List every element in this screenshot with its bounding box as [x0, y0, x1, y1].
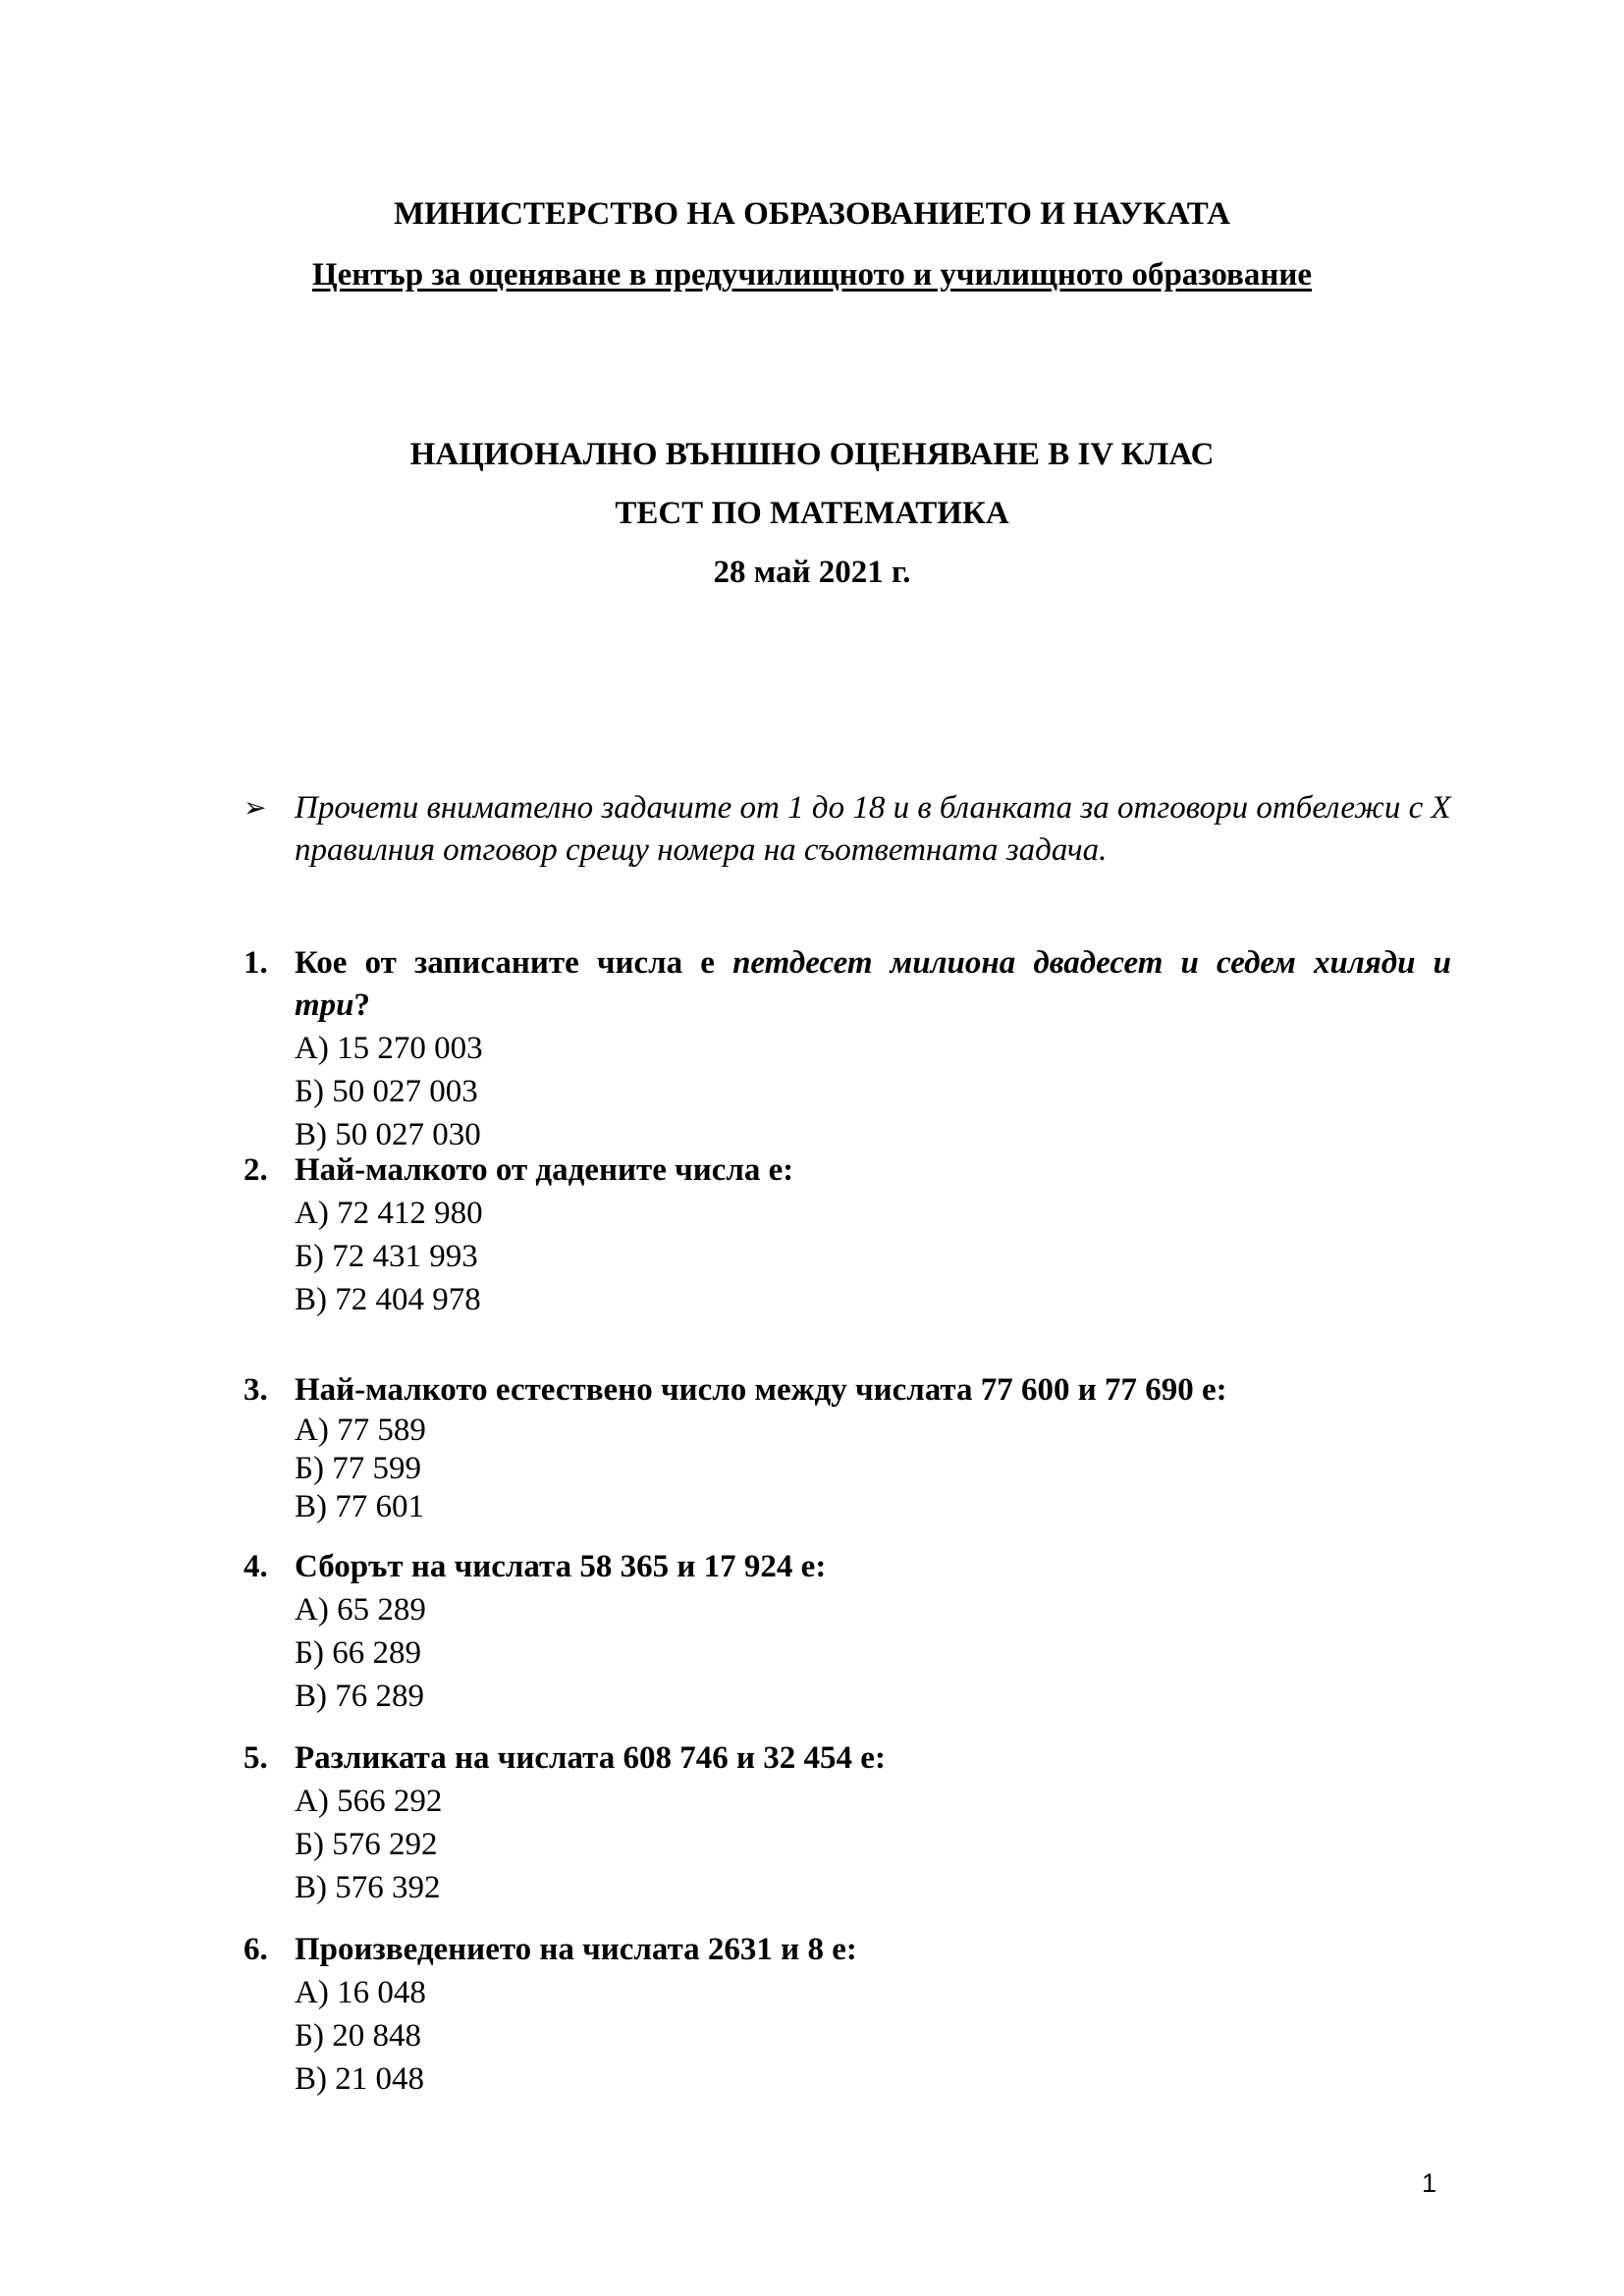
question-text: Най-малкото естествено число между числата 77 600 и 77 690 е:	[295, 1372, 1227, 1408]
question-heading	[244, 1546, 1451, 1588]
question-number: 4.	[244, 1549, 268, 1584]
exam-title: НАЦИОНАЛНО ВЪНШНО ОЦЕНЯВАНЕ В IV КЛАС	[409, 437, 1215, 472]
question-text-start: Кое от записаните числа е	[295, 945, 733, 981]
answer-option-b: Б) 576 292	[295, 1827, 438, 1862]
answer-option-c: В) 76 289	[295, 1679, 424, 1714]
question-text-end: ?	[353, 988, 371, 1023]
answer-option-a: А) 15 270 003	[295, 1031, 483, 1066]
arrow-bullet-icon: ➢	[244, 793, 267, 824]
question-heading	[244, 1149, 1451, 1192]
ministry-heading: МИНИСТЕРСТВО НА ОБРАЗОВАНИЕТО И НАУКАТА	[393, 196, 1230, 232]
answer-option-c: В) 77 601	[295, 1489, 424, 1524]
question-6	[244, 1929, 1451, 2101]
answer-option-b: Б) 50 027 003	[295, 1074, 478, 1109]
question-heading	[244, 1929, 1451, 1971]
answer-option-a: А) 566 292	[295, 1784, 443, 1819]
instruction-text: Прочети внимателно задачите от 1 до 18 и в бланката за отговори отбележи с Х правилния отговор срещу номера на съответната задача.	[295, 790, 1451, 868]
exam-date: 28 май 2021 г.	[713, 555, 911, 590]
question-number: 5.	[244, 1740, 268, 1776]
answer-option-a: А) 16 048	[295, 1975, 426, 2010]
answer-option-c: В) 72 404 978	[295, 1282, 481, 1317]
answer-option-c: В) 21 048	[295, 2061, 424, 2097]
answer-option-a: А) 72 412 980	[295, 1196, 483, 1231]
answer-option-a: А) 65 289	[295, 1592, 426, 1628]
question-text-emphasis: петдесет милиона двадесет и седем хиляди и три	[295, 945, 1451, 1023]
question-number: 6.	[244, 1932, 268, 1967]
question-4	[244, 1546, 1451, 1718]
answer-options	[295, 1192, 1451, 1321]
answer-option-b: Б) 77 599	[295, 1451, 421, 1486]
answer-option-b: Б) 72 431 993	[295, 1239, 478, 1274]
answer-options	[295, 1588, 1451, 1718]
answer-options	[295, 1780, 1451, 1909]
question-text	[295, 942, 1451, 1027]
answer-option-b: Б) 20 848	[295, 2018, 421, 2054]
answer-options	[295, 1027, 1451, 1156]
question-text: Разликата на числата 608 746 и 32 454 е:	[295, 1740, 886, 1776]
question-heading	[244, 942, 1451, 1027]
question-5	[244, 1737, 1451, 1909]
question-3	[244, 1369, 1451, 1526]
question-2	[244, 1149, 1451, 1321]
answer-option-c: В) 50 027 030	[295, 1117, 481, 1152]
question-number: 2.	[244, 1152, 268, 1188]
answer-option-c: В) 576 392	[295, 1870, 441, 1905]
question-text: Най-малкото от дадените числа е:	[295, 1152, 794, 1188]
question-1	[244, 942, 1451, 1156]
question-text: Сборът на числата 58 365 и 17 924 е:	[295, 1549, 827, 1584]
assessment-center-heading: Център за оценяване в предучилищното и училищното образование	[311, 257, 1313, 293]
page-number: 1	[1422, 2168, 1437, 2198]
question-number: 1.	[244, 945, 268, 981]
test-subject: ТЕСТ ПО МАТЕМАТИКА	[615, 496, 1009, 531]
answer-options	[295, 1412, 1451, 1526]
instruction	[244, 787, 1451, 872]
answer-options	[295, 1971, 1451, 2101]
answer-option-a: А) 77 589	[295, 1413, 426, 1448]
question-number: 3.	[244, 1372, 268, 1408]
question-text: Произведението на числата 2631 и 8 е:	[295, 1932, 857, 1967]
question-heading	[244, 1737, 1451, 1780]
question-heading	[244, 1369, 1451, 1412]
answer-option-b: Б) 66 289	[295, 1635, 421, 1671]
